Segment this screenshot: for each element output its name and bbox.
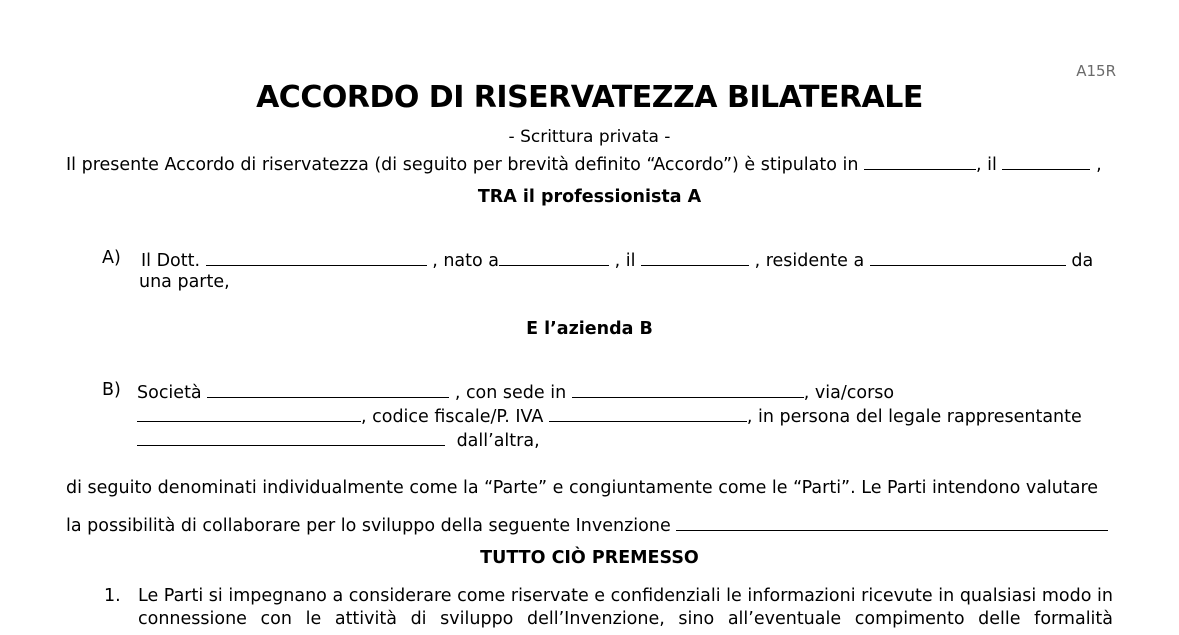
party-a-line-1: [141, 248, 1093, 271]
party-b-marker: B): [102, 380, 121, 400]
invention-label: la possibilità di collaborare per lo sviluppo della seguente Invenzione: [66, 516, 671, 536]
party-b-societa-label: Società: [137, 383, 202, 403]
party-a-residente-label: , residente a: [754, 251, 865, 271]
clause-1-line-2: connessione con le attività di sviluppo dell’Invenzione, sino all’eventuale compimento delle formalità: [138, 609, 1113, 629]
premise-heading: TUTTO CIÒ PREMESSO: [480, 548, 699, 568]
party-a-line-2: una parte,: [139, 272, 230, 292]
birthdate-blank: [641, 248, 749, 266]
party-a-da-label: da: [1071, 251, 1094, 271]
street-blank: [137, 404, 361, 422]
party-b-line-2: [137, 404, 1082, 427]
intro-text-2: , il: [976, 155, 997, 175]
party-b-cf-label: , codice fiscale/P. IVA: [361, 407, 544, 427]
party-a-dott-label: Il Dott.: [141, 251, 201, 271]
date-blank: [1002, 152, 1090, 170]
clause-1-line-1: Le Parti si impegnano a considerare come riservate e confidenziali le informazioni ricevute in qualsiasi modo in: [138, 586, 1113, 606]
invention-blank: [676, 513, 1108, 531]
place-blank: [864, 152, 976, 170]
intro-paragraph: [66, 152, 1102, 175]
party-b-line-1: [137, 380, 894, 403]
intro-text-1: Il presente Accordo di riservatezza (di seguito per brevità definito “Accordo”) è stipulato in: [66, 155, 859, 175]
parties-paragraph-line-1: di seguito denominati individualmente come la “Parte” e congiuntamente come le “Parti”. Le Parti intendono valutare: [66, 478, 1099, 498]
party-b-heading: E l’azienda B: [526, 319, 653, 339]
party-b-via-label: , via/corso: [803, 383, 895, 403]
document-title: ACCORDO DI RISERVATEZZA BILATERALE: [256, 80, 923, 115]
dott-name-blank: [206, 248, 427, 266]
company-seat-blank: [572, 380, 804, 398]
intro-text-3: ,: [1096, 155, 1102, 175]
company-name-blank: [207, 380, 449, 398]
party-b-dallaltra-label: dall’altra,: [456, 431, 540, 451]
clause-1-marker: 1.: [104, 586, 121, 606]
party-a-marker: A): [102, 248, 121, 268]
legal-rep-blank: [137, 428, 445, 446]
party-a-il-label: , il: [614, 251, 636, 271]
tax-code-blank: [549, 404, 747, 422]
party-a-nato-label: , nato a: [432, 251, 500, 271]
document-code: A15R: [1076, 62, 1116, 80]
party-b-line-3: [137, 428, 540, 451]
parties-paragraph-line-2: [66, 513, 1108, 536]
party-b-persona-label: , in persona del legale rappresentante: [746, 407, 1082, 427]
party-b-sede-label: , con sede in: [454, 383, 567, 403]
residence-blank: [870, 248, 1066, 266]
party-a-heading: TRA il professionista A: [477, 187, 702, 207]
document-subtitle: - Scrittura privata -: [508, 127, 671, 147]
birthplace-blank: [499, 248, 609, 266]
